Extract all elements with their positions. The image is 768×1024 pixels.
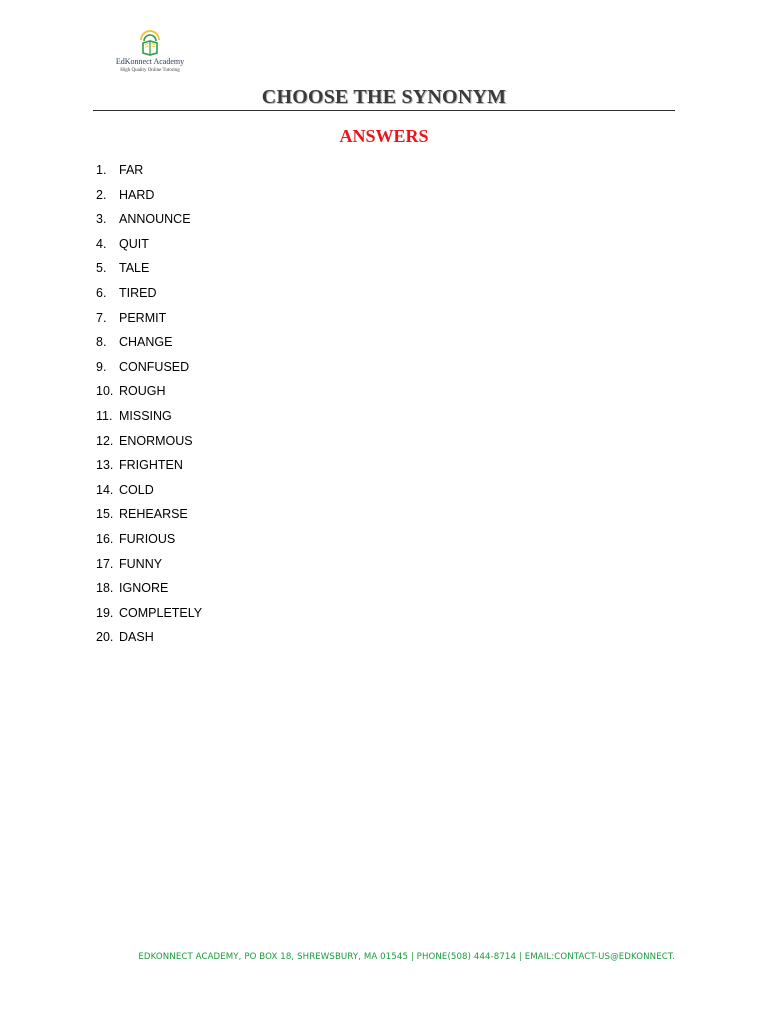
logo-name: EdKonnect Academy <box>115 57 185 66</box>
item-answer: QUIT <box>119 236 149 251</box>
list-item <box>96 160 202 185</box>
list-item <box>96 332 202 357</box>
item-number: 18. <box>96 581 114 596</box>
item-answer: ENORMOUS <box>119 433 193 448</box>
item-number: 17. <box>96 556 114 571</box>
list-item <box>96 234 202 259</box>
item-answer: COLD <box>119 482 154 497</box>
item-answer: CONFUSED <box>119 359 190 374</box>
item-number: 10. <box>96 384 114 399</box>
list-item <box>96 406 202 431</box>
item-answer: DASH <box>119 630 154 645</box>
list-item <box>96 283 202 308</box>
item-number: 1. <box>96 163 107 177</box>
list-item <box>96 554 202 579</box>
item-number: 7. <box>96 310 107 325</box>
list-item <box>96 258 202 283</box>
item-answer: ANNOUNCE <box>119 212 191 227</box>
item-number: 4. <box>96 236 107 251</box>
item-answer: FUNNY <box>119 556 163 571</box>
item-answer: FRIGHTEN <box>119 458 183 473</box>
list-item <box>96 455 202 480</box>
list-item <box>96 308 202 333</box>
list-item <box>96 209 202 234</box>
answer-list <box>96 160 202 652</box>
item-answer: ROUGH <box>119 384 166 399</box>
item-answer: HARD <box>119 187 155 202</box>
list-item <box>96 381 202 406</box>
item-answer: PERMIT <box>119 310 167 325</box>
item-number: 20. <box>96 630 114 645</box>
item-answer: TALE <box>119 261 150 276</box>
item-number: 16. <box>96 531 114 546</box>
item-number: 3. <box>96 212 107 227</box>
footer-contact-info: EDKONNECT ACADEMY, PO BOX 18, SHREWSBURY, MA 01545 | PHONE(508) 444-8714 | EMAIL:CONTACT-US@EDKONNECT. <box>138 952 675 962</box>
list-item <box>96 504 202 529</box>
item-answer: REHEARSE <box>119 507 188 522</box>
item-number: 5. <box>96 261 107 276</box>
list-item <box>96 603 202 628</box>
item-number: 2. <box>96 187 107 202</box>
list-item <box>96 529 202 554</box>
item-answer: IGNORE <box>119 581 169 596</box>
item-number: 13. <box>96 458 114 473</box>
item-number: 19. <box>96 605 114 620</box>
item-number: 9. <box>96 359 107 374</box>
item-answer: MISSING <box>119 408 172 423</box>
item-answer: COMPLETELY <box>119 605 203 620</box>
item-number: 15. <box>96 507 114 522</box>
item-number: 6. <box>96 285 107 300</box>
logo-tagline: High Quality Online Tutoring <box>120 68 180 73</box>
list-item <box>96 578 202 603</box>
list-item <box>96 627 202 652</box>
book-with-signal-arcs-icon <box>137 30 163 56</box>
list-item <box>96 185 202 210</box>
item-answer: FAR <box>119 163 144 177</box>
list-item <box>96 480 202 505</box>
edkonnect-logo <box>108 30 192 82</box>
item-number: 8. <box>96 335 107 350</box>
list-item <box>96 431 202 456</box>
page-title: CHOOSE THE SYNONYM <box>261 86 507 108</box>
item-number: 12. <box>96 433 114 448</box>
item-answer: TIRED <box>119 285 157 300</box>
list-item <box>96 357 202 382</box>
item-answer: CHANGE <box>119 335 173 350</box>
item-number: 11. <box>96 408 113 423</box>
item-number: 14. <box>96 482 114 497</box>
title-divider <box>93 110 675 111</box>
item-answer: FURIOUS <box>119 531 176 546</box>
answers-heading: ANSWERS <box>339 126 429 146</box>
